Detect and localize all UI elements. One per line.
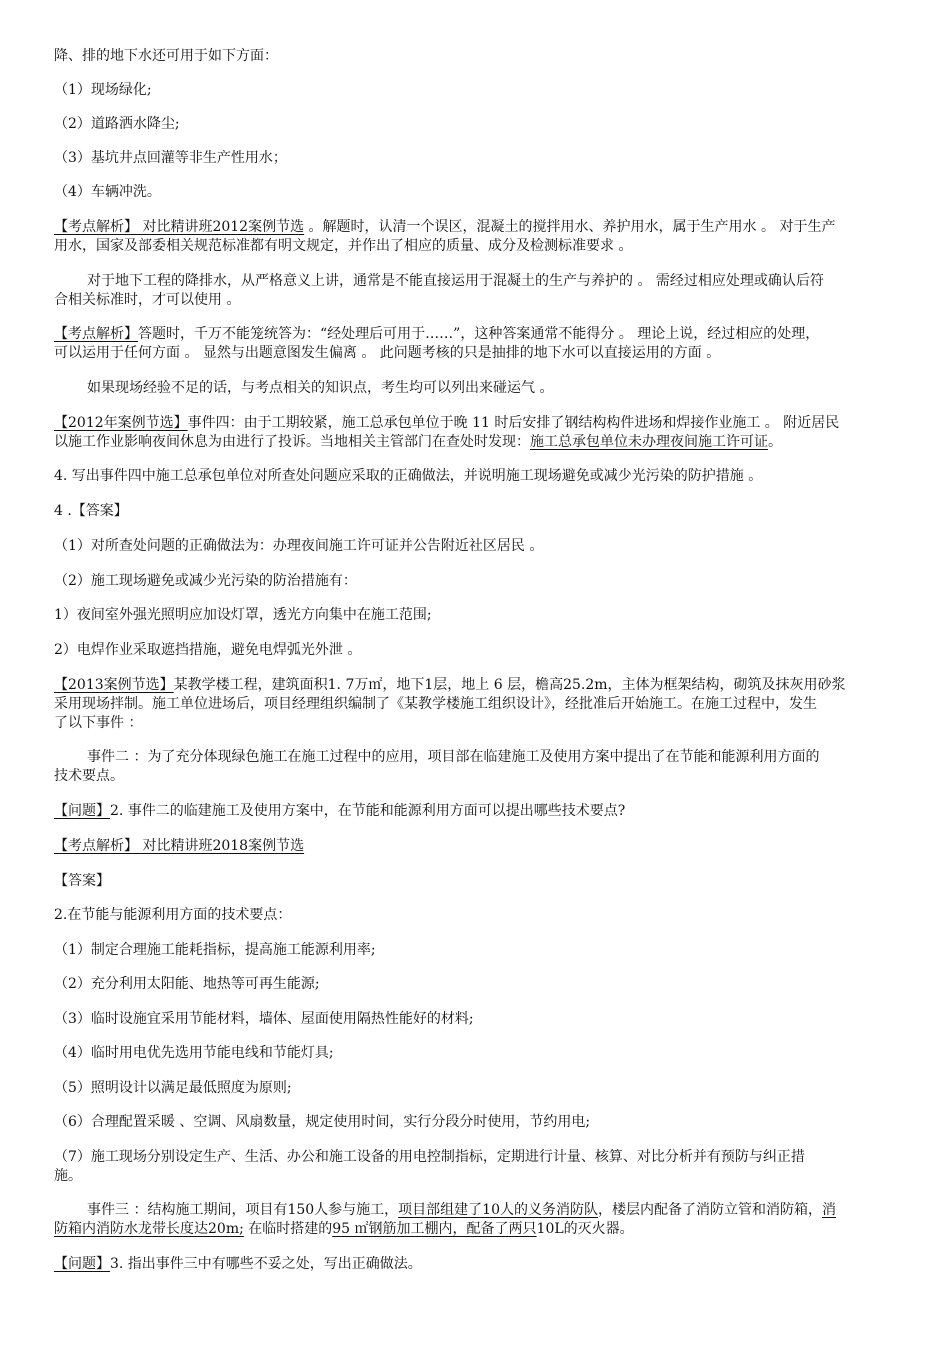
text-line: 施。 bbox=[54, 1168, 82, 1184]
underlined-text: 95 ㎡钢筋加工棚内，配备了两只 bbox=[332, 1221, 537, 1237]
list-item: （6）合理配置采暖 、空调、风扇数量，规定使用时间，实行分段分时使用，节约用电; bbox=[54, 1114, 591, 1130]
list-item: （3）基坑井点回灌等非生产性用水； bbox=[54, 150, 287, 166]
section-tag: 【2013案例节选】 bbox=[54, 677, 174, 693]
question-line bbox=[54, 1255, 896, 1273]
text-span: 10L的灭火器。 bbox=[536, 1221, 634, 1237]
text-line: 事件二 ：为了充分体现绿色施工在施工过程中的应用，项目部在临建施工及使用方案中提出了在节能和能源利用方面的 bbox=[87, 749, 820, 765]
underlined-text: 防箱内消防水龙带长度达20m; bbox=[54, 1221, 244, 1237]
list-item: （3）临时设施宜采用节能材料，墙体、屋面使用隔热性能好的材料; bbox=[54, 1011, 474, 1027]
list-item: （2）道路洒水降尘; bbox=[54, 116, 180, 132]
section-tag: 【问题】 bbox=[54, 1256, 110, 1272]
text-line: 用水，国家及部委相关规范标准都有明文规定，并作出了相应的质量、成分及检测标准要求 。 bbox=[54, 238, 633, 254]
list-item: 1）夜间室外强光照明应加设灯罩，透光方向集中在施工范围; bbox=[54, 607, 432, 623]
list-item: （5）照明设计以满足最低照度为原则; bbox=[54, 1080, 292, 1096]
list-item: （1）对所查处问题的正确做法为：办理夜间施工许可证并公告附近社区居民 。 bbox=[54, 538, 544, 554]
text-span: 3. 指出事件三中有哪些不妥之处，写出正确做法。 bbox=[110, 1256, 422, 1272]
list-item: （1）现场绿化; bbox=[54, 82, 152, 98]
text-span: 在临时搭建的 bbox=[243, 1221, 333, 1237]
text-span: 2. 事件二的临建施工及使用方案中，在节能和能源利用方面可以提出哪些技术要点? bbox=[110, 803, 626, 819]
section-tag: 【考点解析】 对比精讲班2018案例节选 bbox=[54, 838, 305, 854]
text-line bbox=[54, 433, 896, 451]
list-item: （7）施工现场分别设定生产、生活、办公和施工设备的用电控制指标，定期进行计量、核算、对比分析并有预防与纠正措 bbox=[54, 1149, 805, 1165]
text-span: 以施工作业影响夜间休息为由进行了投诉。当地相关主管部门在查处时发现： bbox=[54, 434, 530, 450]
text-span: 某教学楼工程，建筑面积1. 7万㎡，地下1层，地上 6 层，檐高25.2m，主体为框架结构，砌筑及抹灰用砂浆 bbox=[173, 677, 846, 693]
text-line: 如果现场经验不足的话，与考点相关的知识点，考生均可以列出来碰运气 。 bbox=[87, 380, 554, 396]
section-tag: 【问题】 bbox=[54, 803, 110, 819]
list-item: （2）施工现场避免或减少光污染的防治措施有： bbox=[54, 573, 357, 589]
underlined-text: 施工总承包单位未办理夜间施工许可证 bbox=[530, 434, 768, 450]
text-line bbox=[54, 218, 896, 236]
text-span: 答题时，千万不能笼统答为：“经处理后可用于……”，这种答案通常不能得分 。 理论上说，经过相应的处理， bbox=[138, 326, 820, 342]
question-line: 4. 写出事件四中施工总承包单位对所查处问题应采取的正确做法，并说明施工现场避免或减少光污染的防护措施 。 bbox=[54, 468, 763, 484]
text-line bbox=[54, 676, 896, 694]
underlined-text: 消 bbox=[822, 1202, 836, 1218]
text-span: 。解题时，认清一个误区，混凝土的搅拌用水、养护用水，属于生产用水 。 对于生产 bbox=[304, 219, 836, 235]
answer-heading: 【答案】 bbox=[54, 873, 110, 889]
underlined-text: 项目部组建了10人的义务消防队 bbox=[398, 1202, 598, 1218]
text-span: ，楼层内配备了消防立管和消防箱， bbox=[598, 1202, 822, 1218]
text-line: 采用现场拌制。施工单位进场后，项目经理组织编制了《某教学楼施工组织设计》，经批准后开始施工。在施工过程中，发生 bbox=[54, 696, 817, 712]
list-item: （4）临时用电优先选用节能电线和节能灯具; bbox=[54, 1045, 334, 1061]
text-line: 2.在节能与能源利用方面的技术要点： bbox=[54, 907, 292, 923]
list-item: （2）充分利用太阳能、地热等可再生能源; bbox=[54, 976, 320, 992]
section-tag: 【考点解析】 bbox=[54, 326, 138, 342]
text-line bbox=[54, 837, 896, 855]
text-line: 合相关标准时，才可以使用 。 bbox=[54, 292, 241, 308]
text-span: 事件四：由于工期较紧，施工总承包单位于晚 11 时后安排了钢结构构件进场和焊接作业施工 。 附近居民 bbox=[187, 415, 840, 431]
text-line bbox=[54, 325, 896, 343]
text-line: 对于地下工程的降排水，从严格意义上讲，通常是不能直接运用于混凝土的生产与养护的 。 需经过相应处理或确认后符 bbox=[87, 273, 824, 289]
section-tag: 【2012年案例节选】 bbox=[54, 415, 188, 431]
text-line: 技术要点。 bbox=[54, 768, 124, 784]
text-span: 事件三 ：结构施工期间，项目有150人参与施工， bbox=[87, 1202, 399, 1218]
list-item: （4）车辆冲洗。 bbox=[54, 184, 161, 200]
answer-heading: 4 .【答案】 bbox=[54, 503, 128, 519]
section-tag: 【考点解析】 对比精讲班2012案例节选 bbox=[54, 219, 305, 235]
text-line: 降、排的地下水还可用于如下方面： bbox=[54, 48, 278, 64]
list-item: （1）制定合理施工能耗指标，提高施工能源利用率; bbox=[54, 942, 376, 958]
text-line bbox=[54, 414, 896, 432]
text-line: 了以下事件 ： bbox=[54, 715, 143, 731]
text-line bbox=[87, 1201, 896, 1219]
question-line bbox=[54, 802, 896, 820]
text-line bbox=[54, 1220, 896, 1238]
list-item: 2）电焊作业采取遮挡措施，避免电焊弧光外泄 。 bbox=[54, 642, 362, 658]
text-span: 。 bbox=[768, 434, 782, 450]
text-line: 可以运用于任何方面 。 显然与出题意图发生偏离 。 此问题考核的只是抽排的地下水可以直接运用的方面 。 bbox=[54, 345, 721, 361]
